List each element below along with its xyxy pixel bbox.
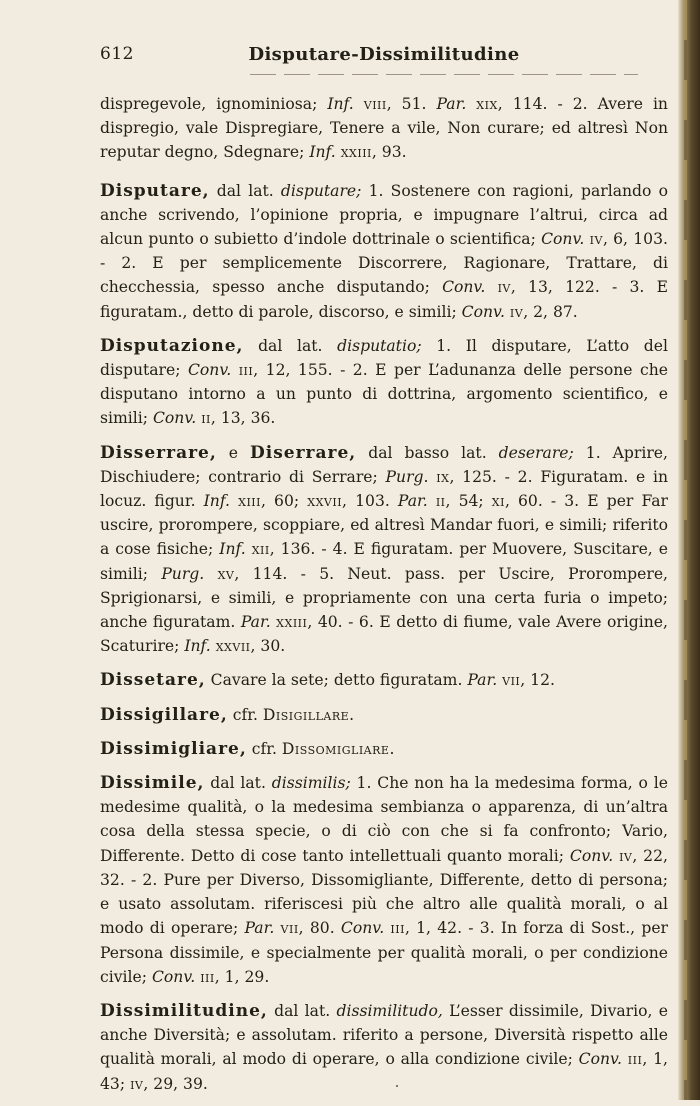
entry-disserrare: Disserrare, e Diserrare, dal basso lat. deserare; 1. Aprire, Dischiudere; contrario di Serrare; Purg. ix, 125. - 2. Figuratam. e in locuz. figur. Inf. xiii, 60; xxvii, 103. Par. ii, 54; xi, 60. - 3. E per Far uscire, prorompere, scoppiare, ed altresì Mandar fuori, e simili; riferito a cose fisiche; Inf. xii, 136. - 4. E figuratam. per Muovere, Suscitare, e simili; Purg. xv, 114. - 5. Neut. pass. per Uscire, Prorompere, Sprigionarsi, e simili, e propriamente con una certa furia o impeto; anche figuratam. Par. xxiii, 40. - 6. E detto di fiume, vale Avere origine, Scaturire; Inf. xxvii, 30. bbox=[100, 442, 668, 656]
page-number: 612 bbox=[100, 44, 134, 64]
book-page-edge bbox=[678, 0, 700, 1100]
dictionary-body bbox=[100, 92, 668, 1106]
entry-dissimilitudine: Dissimilitudine, dal lat. dissimilitudo, L’esser dissimile, Divario, e anche Diversità; e assolutam. riferito a persone, Diversità rispetto alle qualità morali, al modo di operare, o alla condizione civile; Conv. iii, 1, 43; iv, 29, 39. bbox=[100, 1000, 668, 1093]
entry-dissimigliare: Dissimigliare, cfr. Dissomigliare. bbox=[100, 738, 395, 759]
entry-dispregevole-continuation: dispregevole, ignominiosa; Inf. viii, 51. Par. xix, 114. - 2. Avere in dispregio, vale Dispregiare, Tenere a vile, Non curare; ed altresì Non reputar degno, Sdegnare; Inf. xxiii, 93. bbox=[100, 95, 668, 162]
entry-disputare: Disputare, dal lat. disputare; 1. Sostenere con ragioni, parlando o anche scrivendo, l’opinione propria, e impugnare l’altrui, circa ad alcun punto o subietto d’indole dottrinale o scientifica; Conv. iv, 6, 103. - 2. E per semplicemente Discorrere, Ragionare, Trattare, di checchessia, spesso anche disputando; Conv. iv, 13, 122. - 3. E figuratam., detto di parole, discorso, e simili; Conv. iv, 2, 87. bbox=[100, 180, 668, 321]
page-header bbox=[100, 44, 668, 74]
running-title: Disputare-Dissimilitudine bbox=[248, 44, 520, 65]
entry-disputazione: Disputazione, dal lat. disputatio; 1. Il disputare, L’atto del disputare; Conv. iii, 12, 155. - 2. E per L’adunanza delle persone che disputano intorno a un punto di dottrina, argomento scientifico, e simili; Conv. ii, 13, 36. bbox=[100, 335, 668, 428]
entry-dissetare: Dissetare, Cavare la sete; detto figuratam. Par. vii, 12. bbox=[100, 670, 555, 691]
entry-dissimile: Dissimile, dal lat. dissimilis; 1. Che non ha la medesima forma, o le medesime qualità, o la medesima sembianza o apparenza, di un’altra cosa della stessa specie, o di ciò con che si fa confronto; Vario, Differente. Detto di cose tanto intellettuali quanto morali; Conv. iv, 22, 32. - 2. Pure per Diverso, Dissomigliante, Differente, detto di persona; e usato assolutam. riferiscesi più che altro alle qualità morali, o al modo di operare; Par. vii, 80. Conv. iii, 1, 42. - 3. In forza di Sost., per Persona dissimile, e specialmente per qualità morali, o per condizione civile; Conv. iii, 1, 29. bbox=[100, 773, 669, 986]
print-speck bbox=[396, 1085, 398, 1087]
header-rule bbox=[250, 74, 638, 75]
entry-dissigillare: Dissigillare, cfr. Disigillare. bbox=[100, 704, 355, 725]
